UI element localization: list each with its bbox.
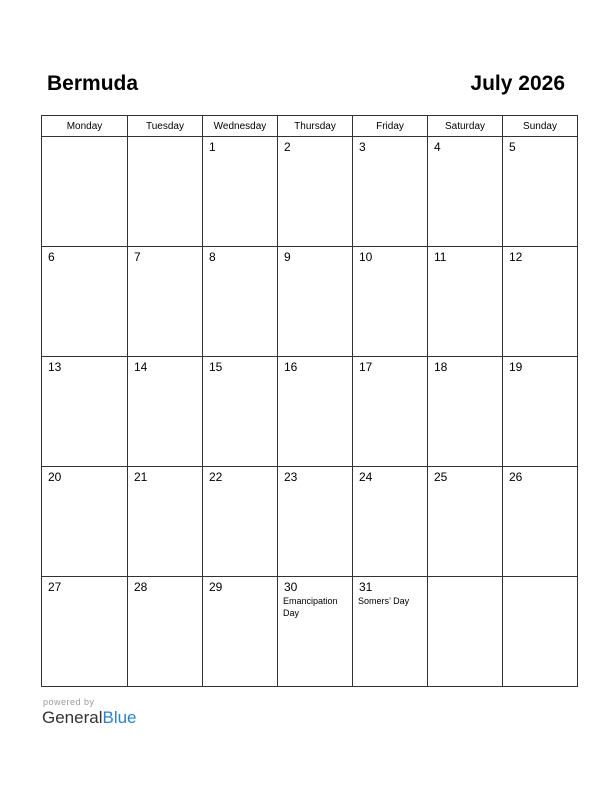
day-cell (428, 467, 503, 577)
weekday-sunday: Sunday (503, 116, 578, 137)
day-cell (353, 357, 428, 467)
day-number: 25 (434, 470, 448, 484)
generalblue-logo[interactable] (42, 708, 137, 728)
day-number: 28 (134, 580, 148, 594)
week-row (42, 137, 578, 247)
weekday-header-row (42, 116, 578, 137)
day-cell (42, 357, 128, 467)
weekday-tuesday: Tuesday (128, 116, 203, 137)
week-row (42, 357, 578, 467)
day-cell (353, 577, 428, 687)
day-cell (42, 247, 128, 357)
day-cell (353, 247, 428, 357)
day-number: 7 (134, 250, 141, 264)
day-cell (128, 577, 203, 687)
day-number: 14 (134, 360, 148, 374)
day-number: 9 (284, 250, 291, 264)
day-number: 10 (359, 250, 373, 264)
day-cell (503, 247, 578, 357)
week-row (42, 247, 578, 357)
day-cell (128, 357, 203, 467)
day-number: 5 (509, 140, 516, 154)
day-number: 20 (48, 470, 62, 484)
day-cell (128, 467, 203, 577)
day-cell (278, 357, 353, 467)
day-cell (428, 577, 503, 687)
day-number: 12 (509, 250, 523, 264)
day-number: 4 (434, 140, 441, 154)
day-cell (503, 357, 578, 467)
week-row (42, 467, 578, 577)
day-cell (428, 357, 503, 467)
day-number: 18 (434, 360, 448, 374)
day-cell (503, 467, 578, 577)
day-number: 15 (209, 360, 223, 374)
country-title: Bermuda (47, 72, 139, 95)
day-cell (203, 577, 278, 687)
calendar-grid (41, 115, 578, 687)
day-number: 16 (284, 360, 298, 374)
holiday-label-emancipation-day: Emancipation Day (283, 596, 338, 618)
day-cell (503, 137, 578, 247)
day-cell (203, 137, 278, 247)
day-cell (42, 577, 128, 687)
day-cell (203, 247, 278, 357)
day-number: 13 (48, 360, 62, 374)
weekday-saturday: Saturday (428, 116, 503, 137)
day-number: 17 (359, 360, 373, 374)
day-number: 2 (284, 140, 291, 154)
day-cell (203, 467, 278, 577)
day-number: 8 (209, 250, 216, 264)
day-cell (428, 247, 503, 357)
day-number: 23 (284, 470, 298, 484)
brand-general: General (42, 708, 103, 727)
day-cell (278, 577, 353, 687)
day-number: 30 (284, 580, 298, 594)
day-number: 19 (509, 360, 523, 374)
day-number: 31 (359, 580, 373, 594)
weekday-monday: Monday (42, 116, 128, 137)
day-cell (128, 247, 203, 357)
weekday-wednesday: Wednesday (203, 116, 278, 137)
brand-blue: Blue (102, 708, 137, 727)
day-number: 3 (359, 140, 366, 154)
day-cell (428, 137, 503, 247)
day-number: 22 (209, 470, 223, 484)
day-cell (353, 467, 428, 577)
day-number: 29 (209, 580, 223, 594)
day-cell (128, 137, 203, 247)
day-cell (278, 137, 353, 247)
week-row (42, 577, 578, 687)
day-cell (278, 247, 353, 357)
day-cell (203, 357, 278, 467)
day-number: 26 (509, 470, 523, 484)
day-cell (503, 577, 578, 687)
day-number: 27 (48, 580, 62, 594)
day-number: 24 (359, 470, 373, 484)
day-cell (278, 467, 353, 577)
day-cell (42, 137, 128, 247)
holiday-label-somers-day: Somers’ Day (358, 596, 410, 606)
day-number: 21 (134, 470, 148, 484)
powered-by-text: powered by (43, 697, 95, 707)
day-number: 1 (209, 140, 216, 154)
day-cell (42, 467, 128, 577)
weekday-friday: Friday (353, 116, 428, 137)
weekday-thursday: Thursday (278, 116, 353, 137)
day-cell (353, 137, 428, 247)
day-number: 6 (48, 250, 55, 264)
month-title: July 2026 (470, 72, 565, 95)
day-number: 11 (434, 250, 447, 264)
